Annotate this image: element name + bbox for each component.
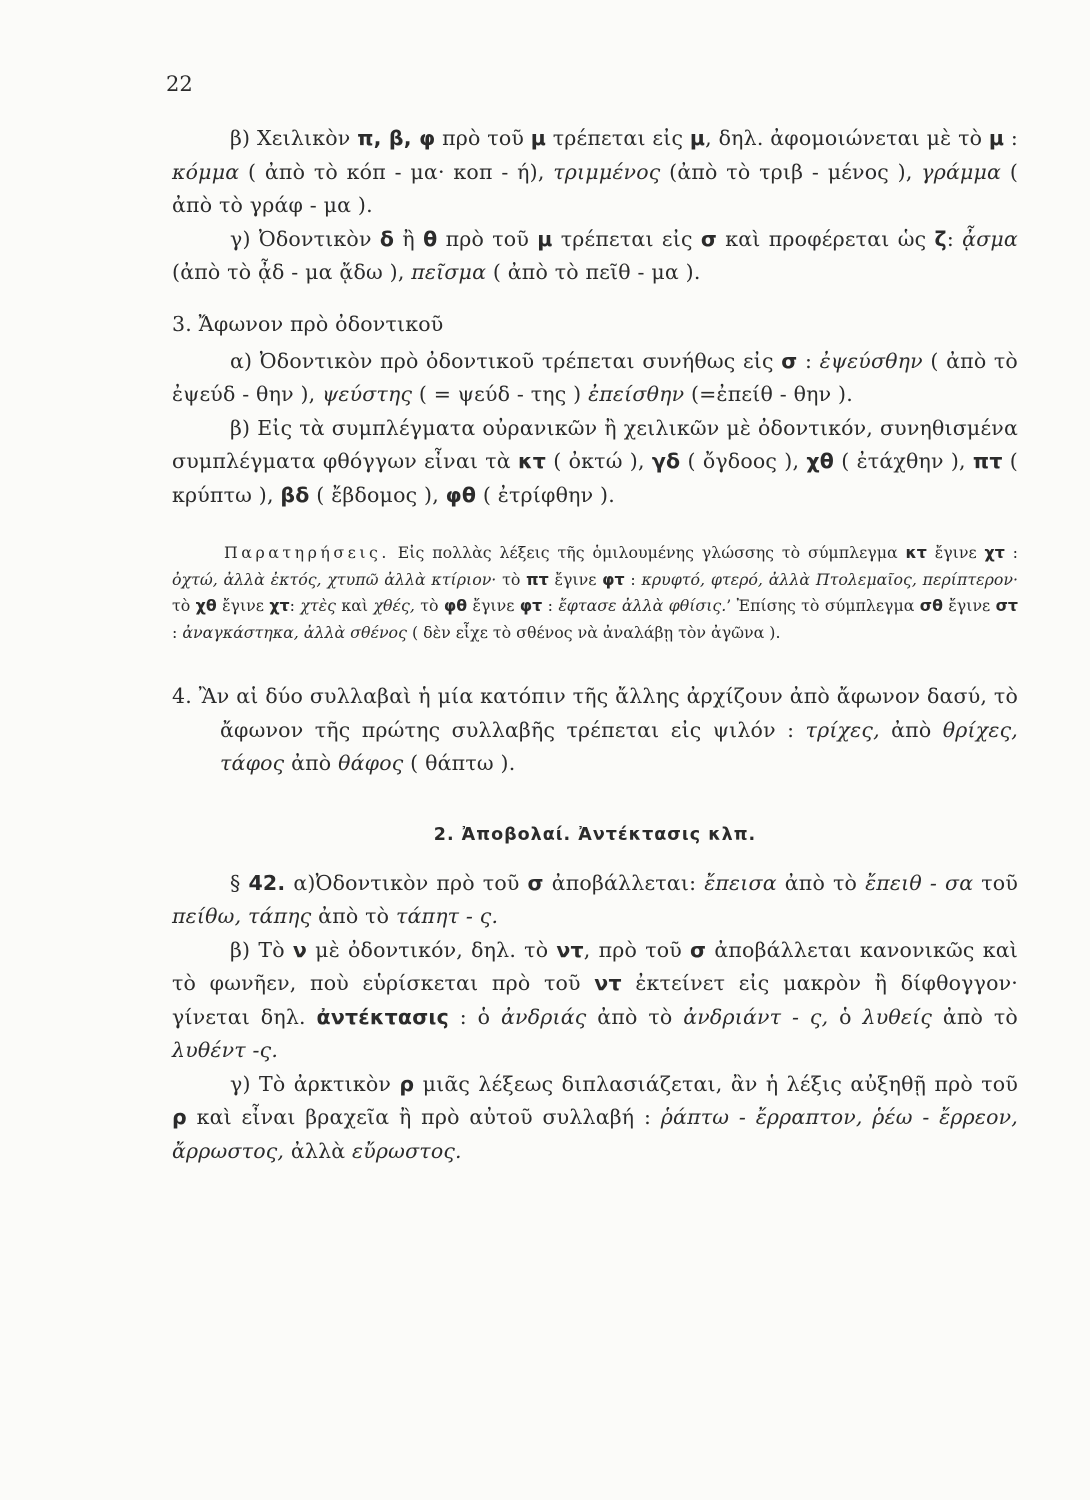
paragraph-42a: § 42. α)Ὀδοντικὸν πρὸ τοῦ σ ἀποβάλλεται: ἔπεισα ἀπὸ τὸ ἔπειθ - σα τοῦ πείθω, τάπης ἀπὸ τὸ τάπητ - ς. [172,870,1019,928]
rule-3a: α) Ὀδοντικὸν πρὸ ὀδοντικοῦ τρέπεται συνήθως εἰς σ : ἐψεύσθην ( ἀπὸ τὸ ἐψεύδ - θην ), ψεύστης ( = ψεύδ - της ) ἐπείσθην (=ἐπείθ - θην ). [172,348,1018,406]
paragraph-42c: γ) Τὸ ἀρκτικὸν ρ μιᾶς λέξεως διπλασιάζεται, ἂν ἡ λέξις αὐξηθῇ πρὸ τοῦ ρ καὶ εἶναι βραχεῖα ἢ πρὸ αὐτοῦ συλλαβή : ῥάπτω - ἔρραπτον, ῥέω - ἔρρεον, ἄρρωστος, ἀλλὰ εὔρωστος. [172,1071,1019,1163]
heading-3: 3. Ἄφωνον πρὸ ὀδοντικοῦ [172,311,444,336]
rule-b-labial: β) Χειλικὸν π, β, φ πρὸ τοῦ μ τρέπεται εἰς μ, δηλ. ἀφομοιώνεται μὲ τὸ μ : κόμμα ( ἀπὸ τὸ κόπ - μα· κοπ - ή), τριμμένος (ἀπὸ τὸ τριβ - μένος ), γράμμα ( ἀπὸ τὸ γράφ - μα ). [172,126,1019,217]
rule-3b: β) Εἰς τὰ συμπλέγματα οὐρανικῶν ἢ χειλικῶν μὲ ὀδοντικόν, συνηθισμένα συμπλέγματα φθόγγων εἶναι τὰ κτ ( ὀκτώ ), γδ ( ὄγδοος ), χθ ( ἐτάχθην ), πτ ( κρύπτω ), βδ ( ἔβδομος ), φθ ( ἐτρίφθην ). [172,415,1018,507]
section-title: 2. Ἀποβολαί. Ἀντέκτασις κλπ. [433,824,757,845]
rule-c-dental: γ) Ὀδοντικὸν δ ἢ θ πρὸ τοῦ μ τρέπεται εἰς σ καὶ προφέρεται ὡς ζ: ᾆσμα (ἀπὸ τὸ ᾆδ - μα ᾄδω ), πεῖσμα ( ἀπὸ τὸ πεῖθ - μα ). [172,226,1018,284]
page-number: 22 [166,72,193,96]
remarks-note: Παρατηρήσεις. Εἰς πολλὰς λέξεις τῆς ὁμιλουμένης γλώσσης τὸ σύμπλεγμα κτ ἔγινε χτ : ὀχτώ, ἀλλὰ ἐκτός, χτυπῶ ἀλλὰ κτίριον· τὸ πτ ἔγινε φτ : κρυφτό, φτερό, ἀλλὰ Πτολεμαῖος, περίπτερον· τὸ χθ ἔγινε χτ: χτὲς καὶ χθές, τὸ φθ ἔγινε φτ : ἔφτασε ἀλλὰ φθίσις.’ Ἐπίσης τὸ σύμπλεγμα σθ ἔγινε στ : ἀναγκάστηκα, ἀλλὰ σθένος ( δὲν εἶχε τὸ σθένος νὰ ἀναλάβῃ τὸν ἀγῶνα ). [172,543,1018,642]
rule-4: 4. Ἂν αἱ δύο συλλαβαὶ ἡ μία κατόπιν τῆς ἄλλης ἀρχίζουν ἀπὸ ἄφωνον δασύ, τὸ ἄφωνον τῆς πρώτης συλλαβῆς τρέπεται εἰς ψιλόν : τρίχες, ἀπὸ θρίχες, τάφος ἀπὸ θάφος ( θάπτω ). [172,684,1018,775]
text-body [172,122,1018,1168]
paragraph-42b: β) Τὸ ν μὲ ὀδοντικόν, δηλ. τὸ ντ, πρὸ τοῦ σ ἀποβάλλεται κανονικῶς καὶ τὸ φωνῆεν, ποὺ εὑρίσκεται πρὸ τοῦ ντ ἐκτείνετ εἰς μακρὸν ἢ δίφθογγον· γίνεται δηλ. ἀντέκτασις : ὁ ἀνδριάς ἀπὸ τὸ ἀνδριάντ - ς, ὁ λυθείς ἀπὸ τὸ λυθέντ -ς. [172,937,1018,1062]
